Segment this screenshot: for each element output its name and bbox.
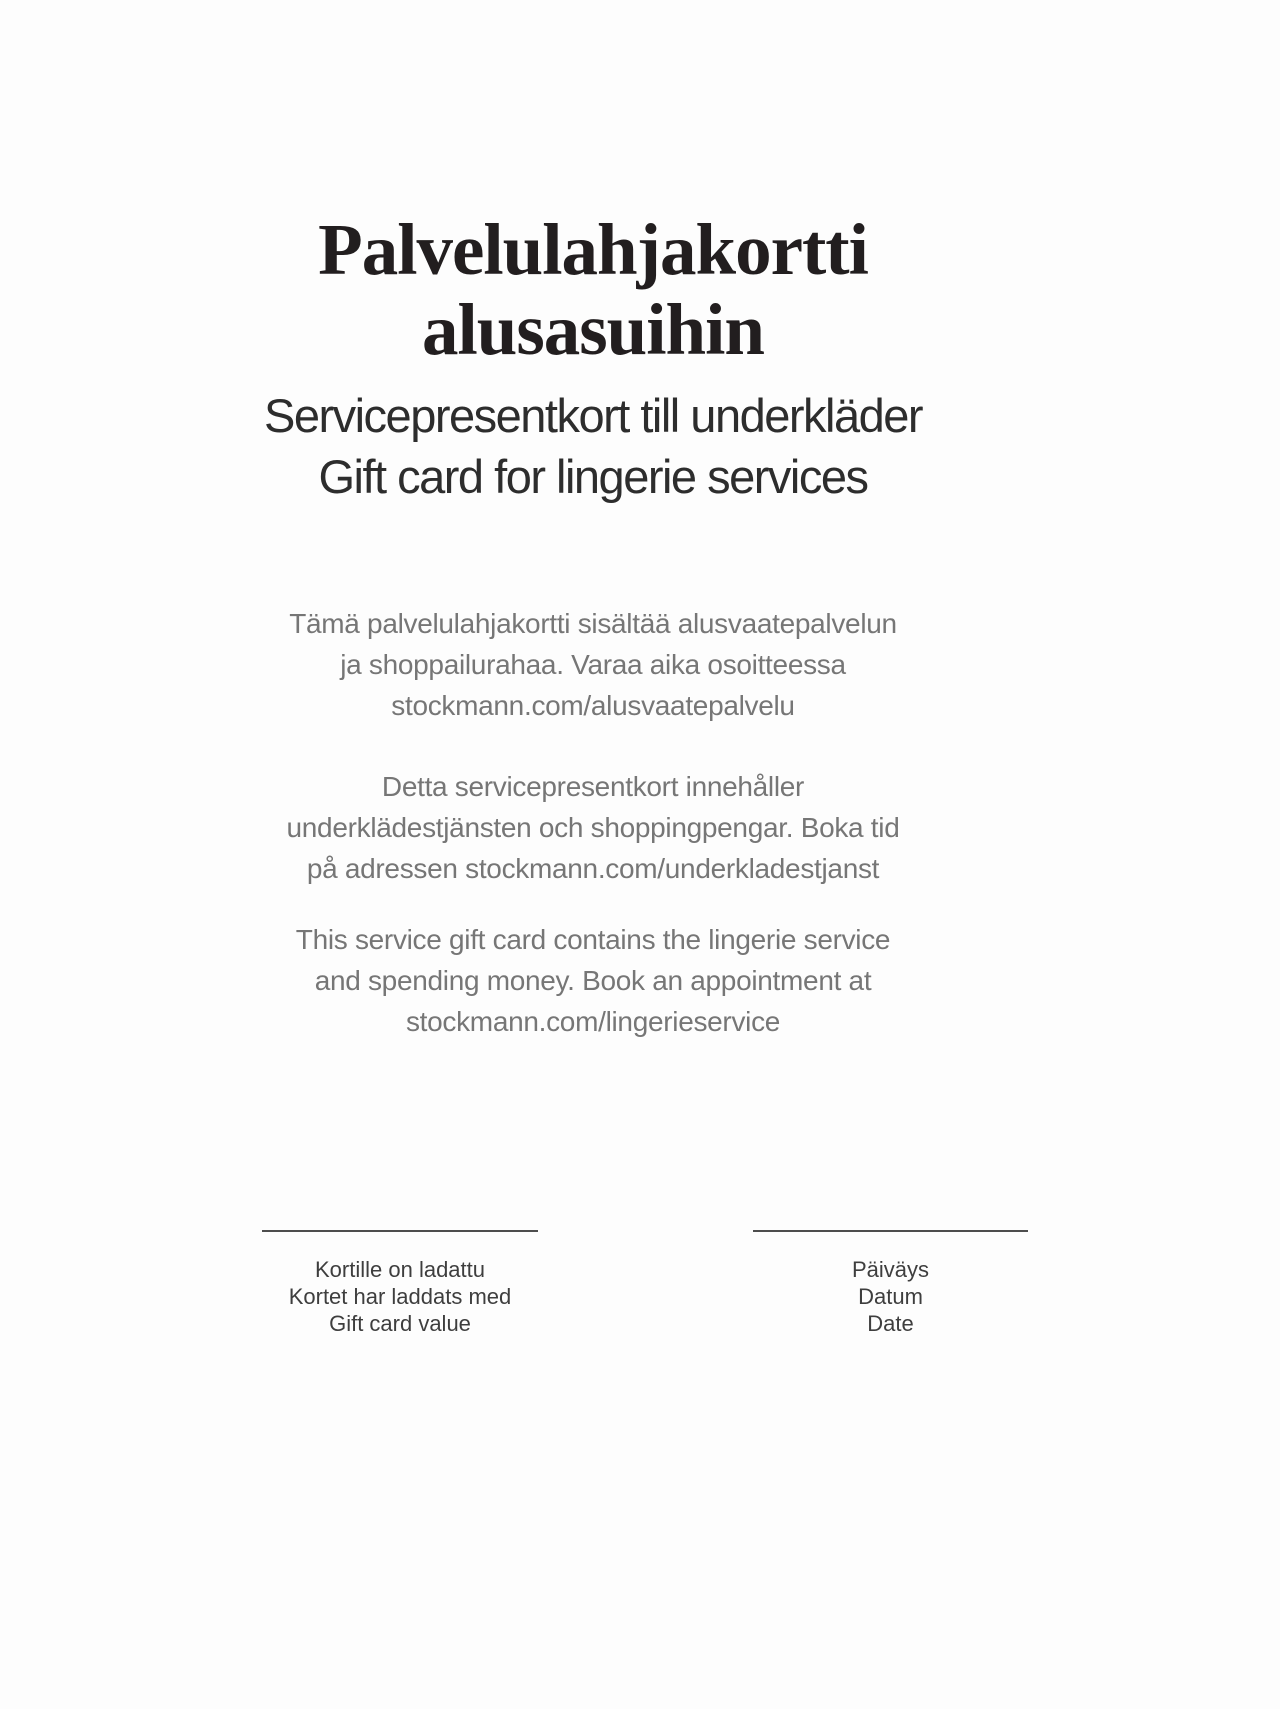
paragraph-finnish-line-2: ja shoppailurahaa. Varaa aika osoitteessa (340, 648, 846, 680)
paragraph-swedish-line-2: underklädestjänsten och shoppingpengar. Boka tid (286, 811, 900, 843)
date-label-fi: Päiväys (851, 1257, 930, 1282)
signature-block-gift-card-value (262, 1230, 538, 1337)
date-label-en: Date (867, 1311, 914, 1336)
subtitle-line-sv: Servicepresentkort till underkläder (263, 388, 923, 442)
paragraph-english-line-3: stockmann.com/lingerieservice (405, 1005, 781, 1037)
subtitle-line-en: Gift card for lingerie services (318, 449, 868, 503)
paragraph-swedish-line-1: Detta servicepresentkort innehåller (381, 770, 805, 802)
paragraph-english-line-2: and spending money. Book an appointment at (314, 964, 872, 996)
paragraph-swedish (183, 766, 1003, 889)
paragraph-swedish-line-3: på adressen stockmann.com/underkladestjanst (306, 852, 880, 884)
paragraph-finnish-line-3: stockmann.com/alusvaatepalvelu (391, 689, 795, 721)
paragraph-finnish (183, 603, 1003, 726)
page-title (0, 210, 1186, 371)
paragraph-english-line-1: This service gift card contains the lingerie service (295, 923, 891, 955)
value-label-en: Gift card value (329, 1311, 471, 1336)
value-label-sv: Kortet har laddats med (288, 1284, 512, 1309)
title-line-fi-2: alusasuihin (421, 289, 765, 371)
date-label-sv: Datum (858, 1284, 923, 1309)
signature-block-date (753, 1230, 1028, 1337)
paragraph-english (183, 919, 1003, 1042)
page-subtitle (0, 385, 1186, 507)
paragraph-finnish-line-1: Tämä palvelulahjakortti sisältää alusvaatepalvelun (289, 607, 897, 639)
title-line-fi-1: Palvelulahjakortti (318, 209, 868, 290)
value-label-fi: Kortille on ladattu (315, 1257, 485, 1282)
